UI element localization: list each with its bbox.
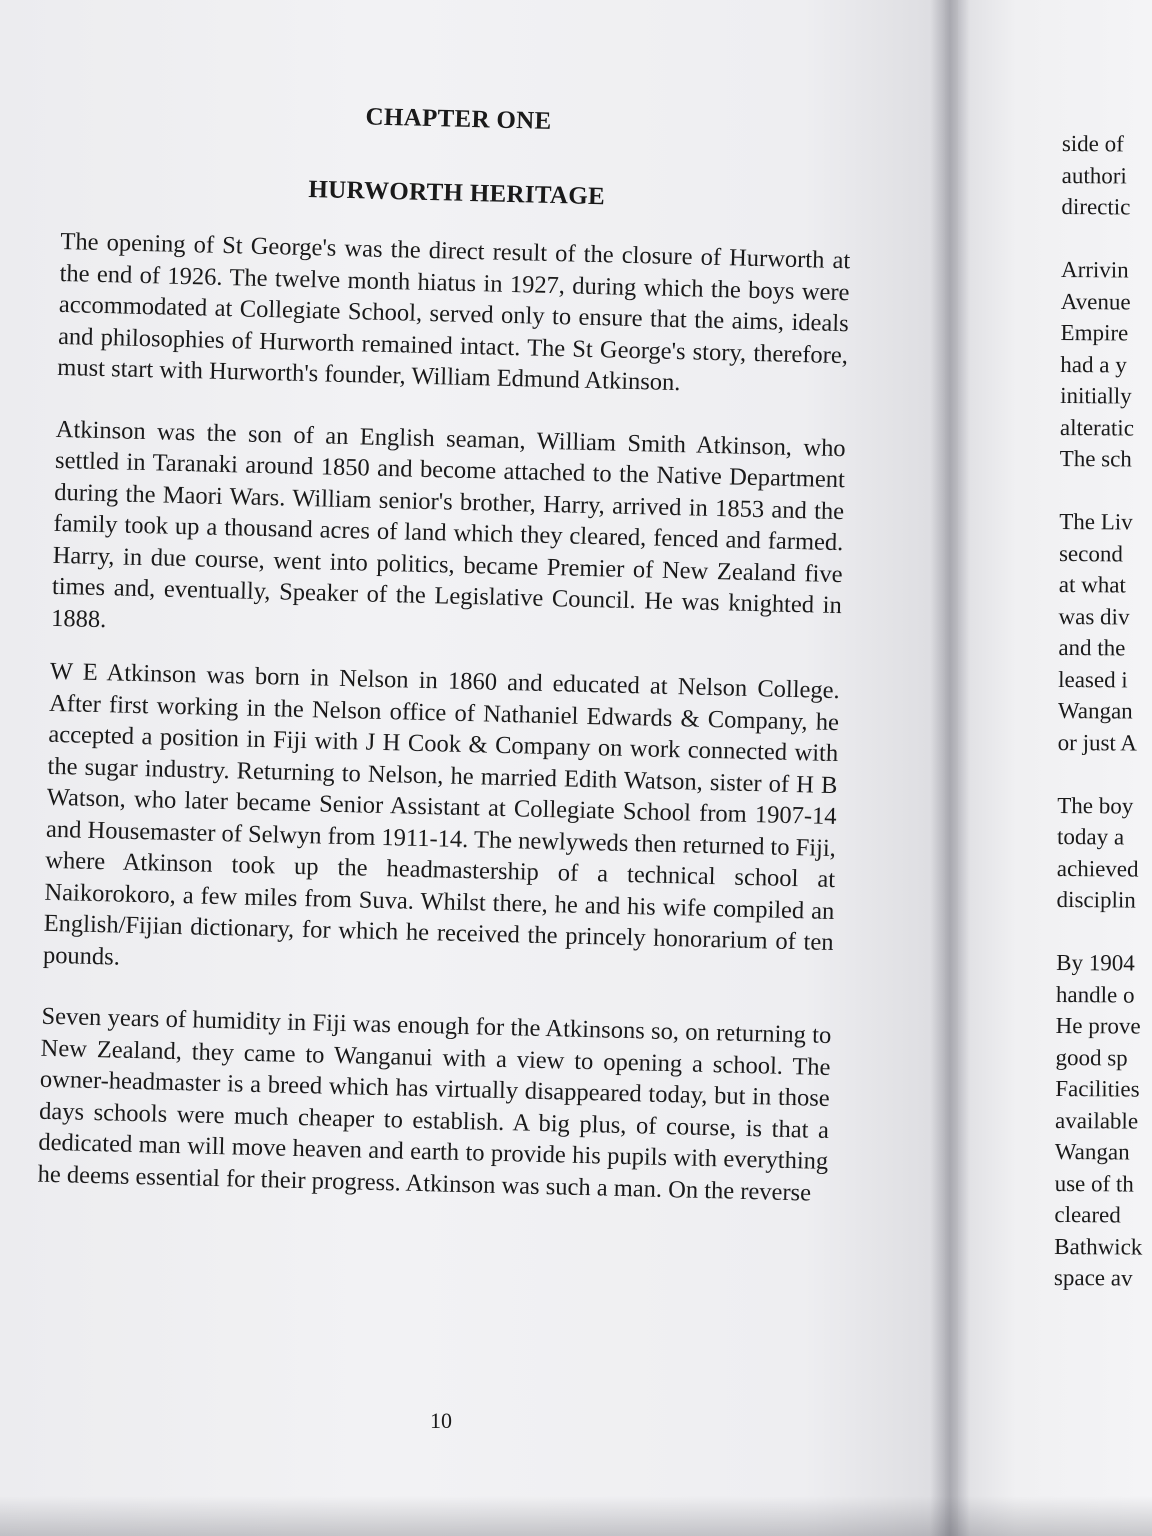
chapter-title: HURWORTH HERITAGE bbox=[308, 176, 606, 211]
right-page-line: Empire bbox=[1060, 319, 1129, 346]
paragraph-2: Atkinson was the son of an English seaman, William Smith Atkinson, who settled in Taranaki around 1850 and become attached to the Native Department during the Maori Wars. William senior's brother, Harry, arrived in 1853 and the family took up a thousand acres of land which they cleared, fenced and farmed. Harry, in due course, went into politics, became Premier of New Zealand five times and, eventually, Speaker of the Legislative Council. He was knighted in 1888. bbox=[50, 415, 846, 633]
line-gap bbox=[1057, 758, 1152, 790]
right-page-line: The boy bbox=[1057, 792, 1134, 819]
line-gap bbox=[1059, 474, 1152, 506]
right-page-line: initially bbox=[1060, 382, 1132, 409]
right-page-line: directic bbox=[1061, 193, 1131, 220]
right-page-line: had a y bbox=[1060, 351, 1127, 377]
right-page-line: was div bbox=[1058, 603, 1130, 629]
right-page-line: available bbox=[1054, 1107, 1139, 1134]
right-page-line: good sp bbox=[1055, 1044, 1128, 1070]
right-page-line: today a bbox=[1056, 823, 1125, 850]
paragraph-3: W E Atkinson was born in Nelson in 1860 and educated at Nelson College. After first working in the Nelson office of Nathaniel Edwards & Company, he accepted a position in Fiji with J H Cook & Company on work connected with the sugar industry. Returning to Nelson, he married Edith Watson, sister of H B Watson, who later became Senior Assistant at Collegiate School from 1907-14 and Housemaster of Selwyn from 1911-14. The newlyweds then returned to Fiji, where Atkinson took up the headmastership of a technical school at Naikorokoro, a few miles from Suva. Whilst there, he and his wife compiled an English/Fijian dictionary, for which he received the princely honorarium of ten pounds. bbox=[42, 657, 841, 971]
right-page-line: He prove bbox=[1055, 1012, 1141, 1039]
right-page-line: or just A bbox=[1057, 729, 1138, 756]
page-shadow bbox=[0, 1496, 1152, 1536]
left-page-text bbox=[37, 96, 854, 1239]
right-page-line: Bathwick bbox=[1054, 1233, 1143, 1260]
right-page-line: second bbox=[1058, 540, 1123, 566]
right-page-line: side of bbox=[1061, 130, 1124, 157]
right-page-line: at what bbox=[1058, 571, 1126, 598]
chapter-label: CHAPTER ONE bbox=[365, 103, 552, 135]
right-page-line: Arrivin bbox=[1060, 256, 1129, 283]
paragraph-1: The opening of St George's was the direct result of the closure of Hurworth at the end of 1926. The twelve month hiatus in 1927, during which the boys were accommodated at Collegiate School, served only to ensure that the aims, ideals and philosophies of Hurworth remained intact. The St George's story, therefore, must start with Hurworth's founder, William Edmund Atkinson. bbox=[57, 227, 851, 397]
right-page-line: By 1904 bbox=[1056, 949, 1135, 976]
right-page-line: alteratic bbox=[1059, 414, 1135, 441]
right-page-line: authori bbox=[1061, 162, 1127, 188]
right-page-text bbox=[1054, 128, 1152, 1294]
right-page-line: The Liv bbox=[1059, 508, 1133, 535]
right-page-line: Facilities bbox=[1055, 1075, 1140, 1102]
right-page-line: Wangan bbox=[1057, 697, 1133, 724]
right-page-line: space av bbox=[1053, 1264, 1133, 1291]
page-number: 10 bbox=[430, 1408, 452, 1433]
line-gap bbox=[1056, 915, 1152, 947]
paragraph-4: Seven years of humidity in Fiji was enough for the Atkinsons so, on returning to New Zealand, they came to Wanganui with a view to opening a school. The owner-headmaster is a breed which has virtually disappeared today, but in those days schools were much cheaper to establish. A big plus, of course, is that a dedicated man will move heaven and earth to provide his pupils with everything he deems essential for their progress. Atkinson was such a man. On the reverse bbox=[37, 1002, 832, 1207]
right-page-line: The sch bbox=[1059, 445, 1132, 472]
book-gutter bbox=[930, 0, 970, 1536]
right-page-line: achieved bbox=[1056, 855, 1139, 882]
right-page-line: leased i bbox=[1058, 666, 1128, 692]
right-page-line: Avenue bbox=[1060, 288, 1131, 314]
right-page-line: and the bbox=[1058, 634, 1126, 661]
right-page-line: cleared bbox=[1054, 1201, 1121, 1228]
line-gap bbox=[1061, 222, 1152, 254]
right-page-line: handle o bbox=[1055, 981, 1135, 1008]
right-page-line: use of th bbox=[1054, 1170, 1134, 1197]
right-page-line: disciplin bbox=[1056, 886, 1136, 913]
right-page-line: Wangan bbox=[1054, 1138, 1130, 1165]
